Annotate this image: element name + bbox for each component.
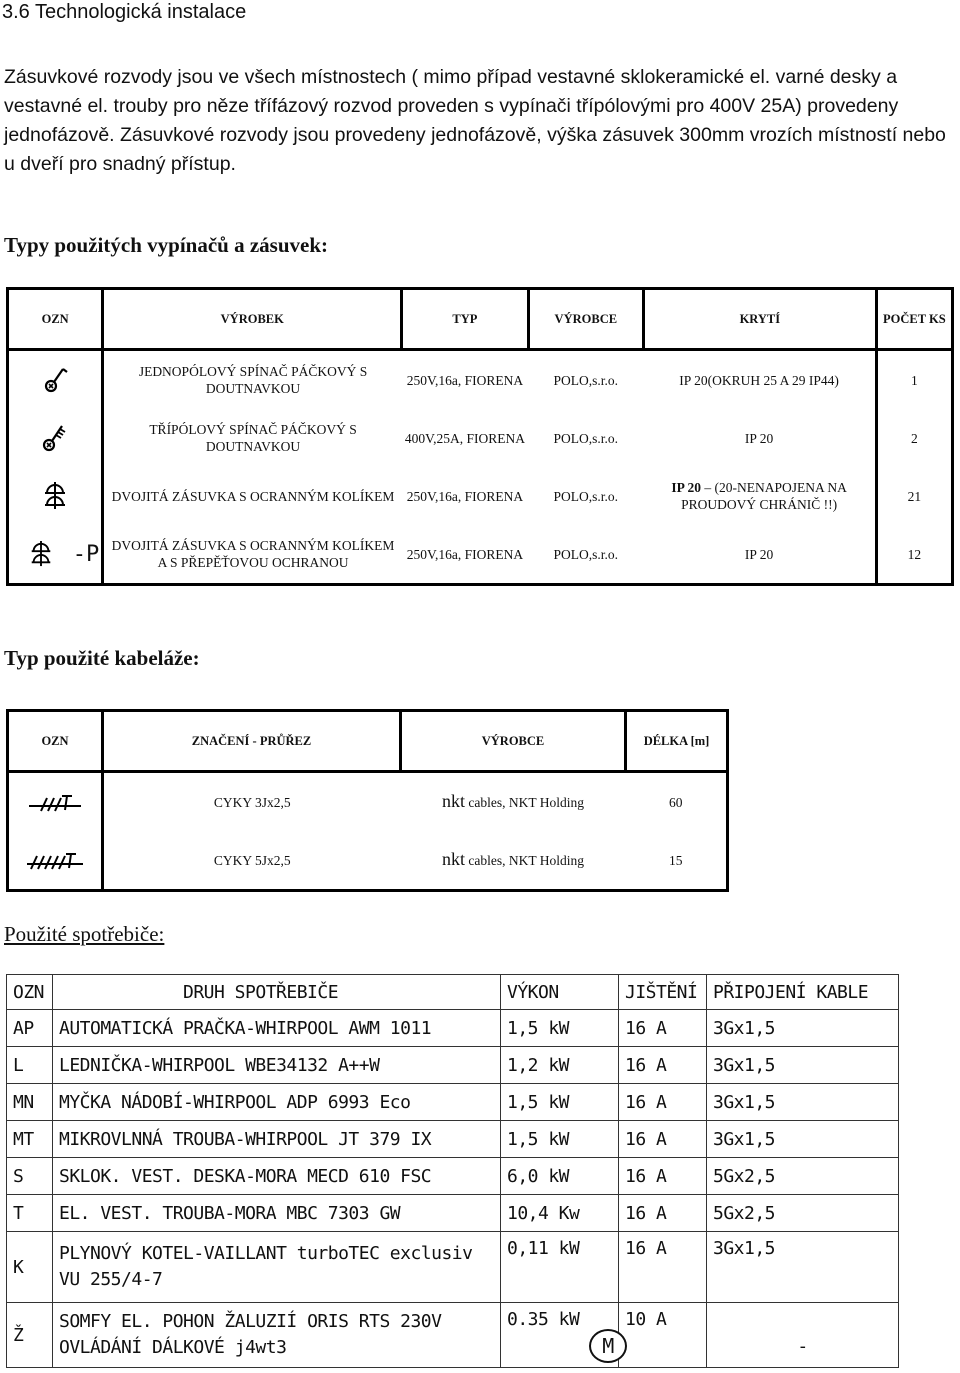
code-cell: S — [7, 1158, 53, 1195]
fuse-value: 10 A — [625, 1309, 667, 1330]
power-cell: 1,5 kW — [501, 1084, 619, 1121]
header-length: DÉLKA [m] — [626, 711, 728, 772]
table-row — [7, 1158, 899, 1195]
switches-header-row — [8, 289, 953, 350]
cables-header-row — [8, 711, 728, 772]
cable-cell: - — [707, 1303, 899, 1368]
power-cell: 1,5 kW — [501, 1010, 619, 1047]
table-row — [8, 350, 953, 410]
table-row — [7, 1195, 899, 1232]
code-cell: K — [7, 1232, 53, 1303]
cables-table — [6, 709, 729, 892]
cable-3-wire-icon — [8, 772, 103, 832]
product-cell: JEDNOPÓLOVÝ SPÍNAČ PÁČKOVÝ S DOUTNAVKOU — [138, 364, 368, 396]
header-maker: VÝROBCE — [528, 289, 643, 350]
code-cell: L — [7, 1047, 53, 1084]
power-cell: 6,0 kW — [501, 1158, 619, 1195]
fuse-cell: 16 A — [619, 1010, 707, 1047]
spec-cell: CYKY 3Jx2,5 — [213, 794, 291, 810]
cable-cell: 3Gx1,5 — [707, 1084, 899, 1121]
name-cell: EL. VEST. TROUBA-MORA MBC 7303 GW — [53, 1195, 501, 1232]
fuse-cell: 16 A — [619, 1158, 707, 1195]
maker-cell: POLO,s.r.o. — [553, 546, 619, 562]
count-cell: 21 — [876, 467, 952, 525]
code-cell: T — [7, 1195, 53, 1232]
fuse-cell — [602, 1303, 707, 1368]
product-cell: TŘÍPÓLOVÝ SPÍNAČ PÁČKOVÝ S DOUTNAVKOU — [149, 422, 357, 454]
cable-cell: 3Gx1,5 — [707, 1121, 899, 1158]
header-cable: PŘIPOJENÍ KABLE — [707, 975, 899, 1010]
type-cell: 250V,16a, FIORENA — [406, 372, 524, 388]
fuse-cell: 16 A — [619, 1195, 707, 1232]
power-cell: 10,4 Kw — [501, 1195, 619, 1232]
header-maker: VÝROBCE — [401, 711, 626, 772]
cables-title: Typ použité kabeláže: — [4, 646, 200, 670]
cable-cell: 3Gx1,5 — [707, 1232, 899, 1303]
header-ozn: OZN — [8, 289, 103, 350]
cover-cell — [643, 467, 876, 525]
count-cell: 2 — [876, 409, 952, 467]
switches-table — [6, 287, 954, 586]
product-cell: DVOJITÁ ZÁSUVKA S OCRANNÝM KOLÍKEM — [111, 488, 395, 504]
header-type: DRUH SPOTŘEBIČE — [53, 975, 501, 1010]
table-row — [8, 831, 728, 891]
maker-rest: cables, NKT Holding — [465, 853, 584, 868]
motor-icon — [589, 1329, 627, 1363]
maker-big: nkt — [442, 849, 466, 869]
power-cell: 1,5 kW — [501, 1121, 619, 1158]
cable-cell: 3Gx1,5 — [707, 1047, 899, 1084]
code-cell: Ž — [7, 1303, 53, 1368]
product-cell: DVOJITÁ ZÁSUVKA S OCRANNÝM KOLÍKEM A S PŘEPĚŤOVOU OCHRANOU — [111, 538, 395, 570]
maker-cell: POLO,s.r.o. — [553, 430, 619, 446]
code-cell: MN — [7, 1084, 53, 1121]
spec-cell: CYKY 5Jx2,5 — [213, 852, 291, 868]
count-cell: 12 — [876, 525, 952, 585]
cable-cell: 5Gx2,5 — [707, 1158, 899, 1195]
length-cell: 15 — [669, 852, 683, 868]
table-row — [7, 1232, 899, 1303]
surge-label: -P — [72, 541, 100, 567]
header-type: TYP — [402, 289, 528, 350]
table-row — [7, 1303, 899, 1368]
fuse-cell: 16 A — [619, 1121, 707, 1158]
header-spec: ZNAČENÍ - PRŮŘEZ — [103, 711, 401, 772]
fuse-cell: 16 A — [619, 1084, 707, 1121]
appliances-title: Použité spotřebiče: — [4, 922, 165, 946]
fuse-cell: 16 A — [619, 1047, 707, 1084]
maker-cell: POLO,s.r.o. — [553, 372, 619, 388]
code-cell: AP — [7, 1010, 53, 1047]
power-cell: 0,11 kW — [501, 1232, 619, 1303]
intro-paragraph: Zásuvkové rozvody jsou ve všech místnostech ( mimo případ vestavné sklokeramické el. varné desky a vestavné el. trouby pro něze třífázový rozvod proveden s vypínači třípólovými pro 400V 25A) provedeny jednofázově. Zásuvkové rozvody jsou provedeny jednofázově, výška zásuvek 300mm vrozích místností nebo u dveří pro snadný přístup. — [4, 66, 946, 175]
name-cell: AUTOMATICKÁ PRAČKA-WHIRPOOL AWM 1011 — [53, 1010, 501, 1047]
cable-cell: 5Gx2,5 — [707, 1195, 899, 1232]
cable-cell: 3Gx1,5 — [707, 1010, 899, 1047]
header-ozn: OZN — [8, 711, 103, 772]
power-cell: 1,2 kW — [501, 1047, 619, 1084]
cable-5-wire-icon — [8, 831, 103, 891]
header-cover: KRYTÍ — [643, 289, 876, 350]
type-cell: 250V,16a, FIORENA — [406, 488, 524, 504]
cover-cell: IP 20(OKRUH 25 A 29 IP44) — [679, 372, 839, 388]
name-cell: PLYNOVÝ KOTEL-VAILLANT turboTEC exclusiv VU 255/4-7 — [53, 1232, 501, 1303]
type-cell: 400V,25A, FIORENA — [404, 430, 525, 446]
table-row — [8, 409, 953, 467]
code-cell: MT — [7, 1121, 53, 1158]
maker-cell — [401, 831, 626, 891]
table-row — [7, 1121, 899, 1158]
cover-cell: IP 20 — [744, 430, 774, 446]
name-cell: LEDNIČKA-WHIRPOOL WBE34132 A++W — [53, 1047, 501, 1084]
table-row — [8, 772, 728, 832]
name-cell: MIKROVLNNÁ TROUBA-WHIRPOOL JT 379 IX — [53, 1121, 501, 1158]
cover-bold: IP 20 — [671, 480, 701, 495]
name-cell: SOMFY EL. POHON ŽALUZIÍ ORIS RTS 230V OVLÁDÁNÍ DÁLKOVÉ j4wt3 — [53, 1303, 501, 1368]
count-cell: 1 — [876, 350, 952, 410]
type-cell: 250V,16a, FIORENA — [406, 546, 524, 562]
header-count: POČET KS — [876, 289, 952, 350]
header-ozn: OZN — [7, 975, 53, 1010]
maker-big: nkt — [442, 791, 466, 811]
maker-cell: POLO,s.r.o. — [553, 488, 619, 504]
maker-cell — [401, 772, 626, 832]
table-row — [8, 467, 953, 525]
section-heading: 3.6 Technologická instalace — [2, 1, 247, 23]
cover-cell: IP 20 — [744, 546, 774, 562]
switches-title: Typy použitých vypínačů a zásuvek: — [4, 233, 328, 257]
table-row — [7, 1010, 899, 1047]
single-pole-switch-icon — [8, 350, 103, 410]
appliances-table — [6, 974, 898, 1368]
header-fuse: JIŠTĚNÍ — [619, 975, 707, 1010]
header-product: VÝROBEK — [103, 289, 402, 350]
cover-rest: – (20-NENAPOJENA NA PROUDOVÝ CHRÁNIČ !!) — [681, 480, 847, 512]
double-socket-surge-icon — [8, 525, 103, 585]
name-cell: SKLOK. VEST. DESKA-MORA MECD 610 FSC — [53, 1158, 501, 1195]
motor-label: M — [602, 1334, 614, 1358]
length-cell: 60 — [669, 794, 683, 810]
table-row — [7, 1084, 899, 1121]
power-cell: 0.35 kW — [501, 1303, 619, 1368]
maker-rest: cables, NKT Holding — [465, 795, 584, 810]
name-cell: MYČKA NÁDOBÍ-WHIRPOOL ADP 6993 Eco — [53, 1084, 501, 1121]
double-socket-icon — [8, 467, 103, 525]
three-pole-switch-icon — [8, 409, 103, 467]
header-power: VÝKON — [501, 975, 619, 1010]
fuse-cell: 16 A — [619, 1232, 707, 1303]
table-row — [7, 1047, 899, 1084]
table-row — [8, 525, 953, 585]
appliances-header-row — [7, 975, 899, 1010]
